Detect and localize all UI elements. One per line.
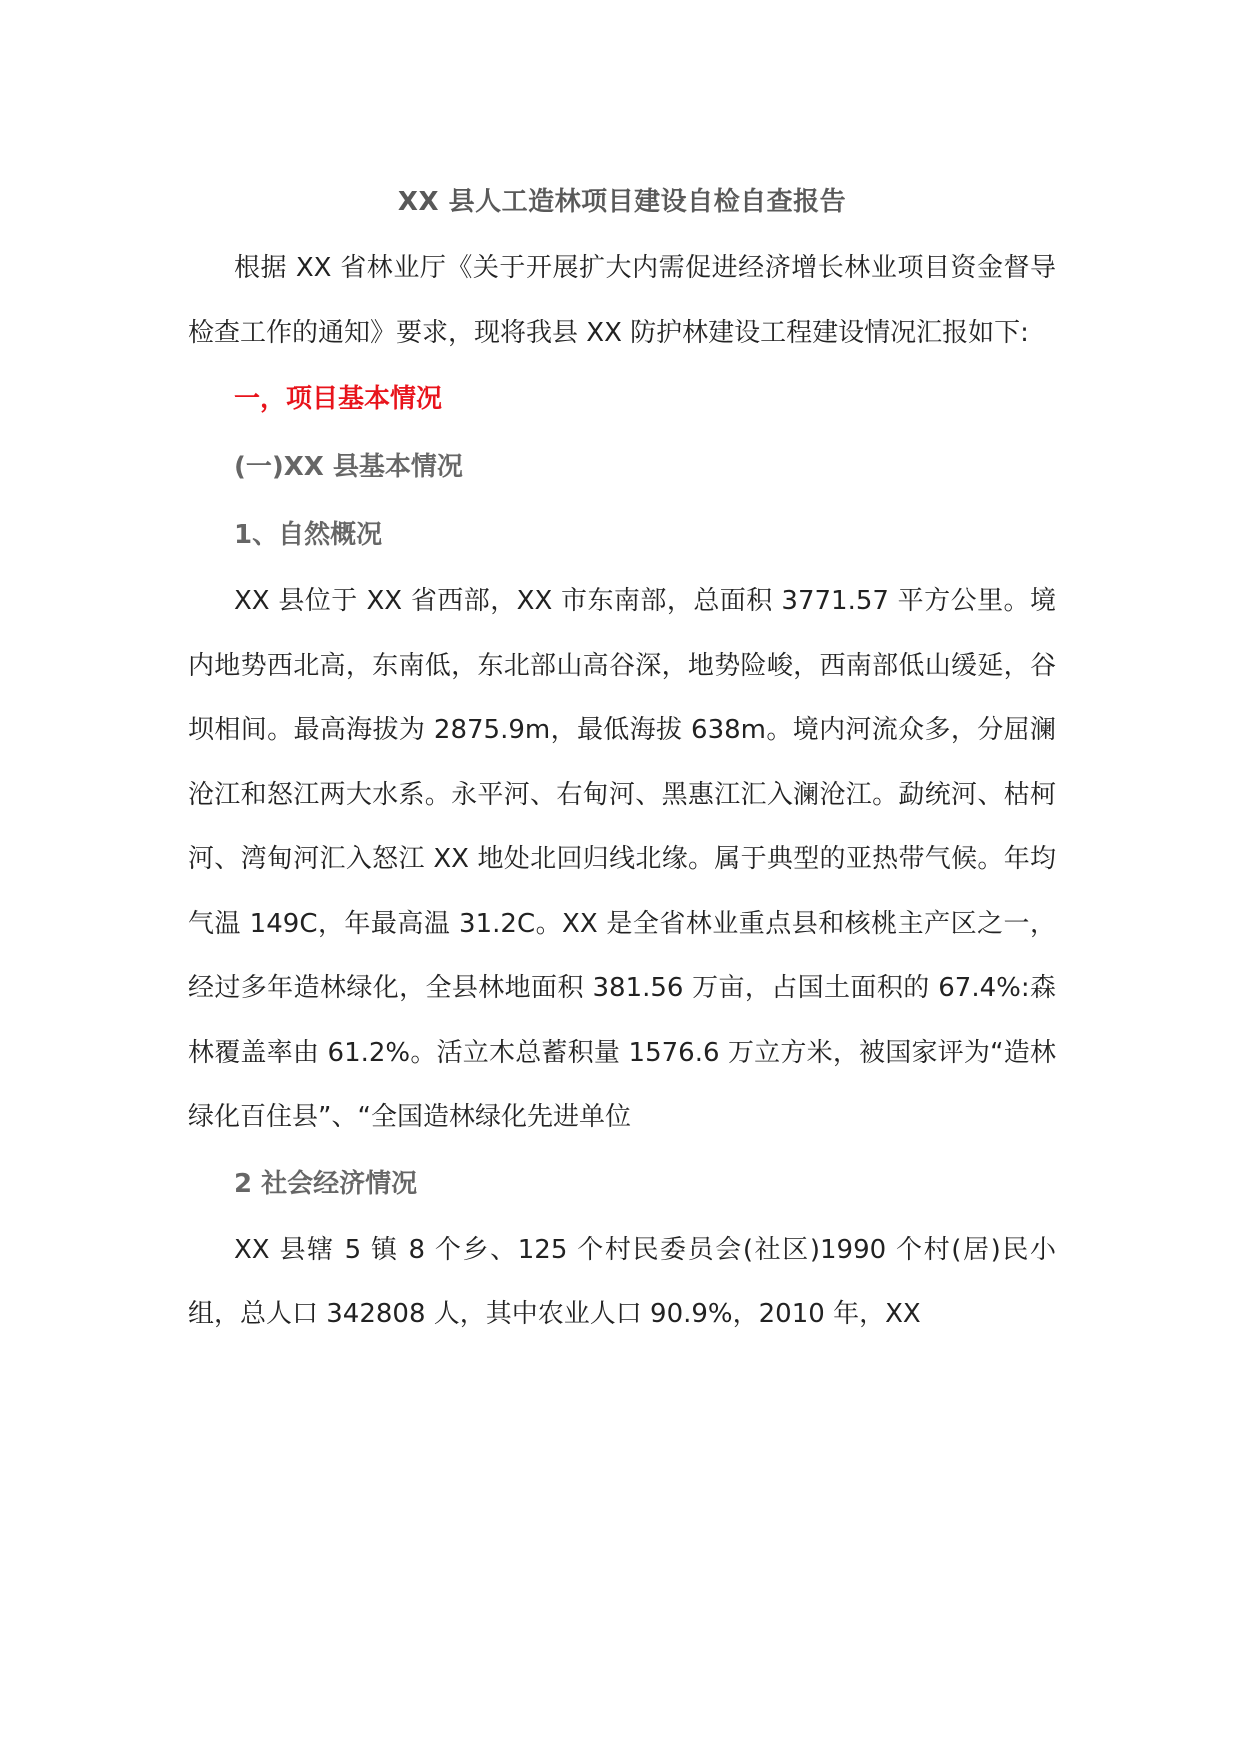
document-title: XX 县人工造林项目建设自检自查报告 <box>397 187 847 217</box>
natural-overview-paragraph: XX 县位于 XX 省西部，XX 市东南部，总面积 3771.57 平方公里。境内地势西北高，东南低，东北部山高谷深，地势险峻，西南部低山缓延，谷坝相间。最高海拔为 2875.9m，最低海拔 638m。境内河流众多，分屈澜沧江和怒江两大水系。永平河、右甸河、黑惠江汇入澜沧江。勐统河、枯柯河、湾甸河汇入怒江 XX 地处北回归线北缘。属于典型的亚热带气候。年均气温 149C，年最高温 31.2C。XX 是全省林业重点县和核桃主产区之一，经过多年造林绿化，全县林地面积 381.56 万亩，占国土面积的 67.4%:森林覆盖率由 61.2%。活立木总蓄积量 1576.6 万立方米，被国家评为“造林绿化百住县”、“全国造林绿化先进单位 <box>188 586 1056 1132</box>
document-content <box>188 172 1056 1347</box>
intro-paragraph: 根据 XX 省林业厅《关于开展扩大内需促进经济增长林业项目资金督导检查工作的通知》要求，现将我县 XX 防护林建设工程建设情况汇报如下: <box>188 253 1056 348</box>
socioeconomic-paragraph: XX 县辖 5 镇 8 个乡、125 个村民委员会(社区)1990 个村(居)民小组，总人口 342808 人，其中农业人口 90.9%，2010 年，XX <box>188 1234 1056 1329</box>
section-heading-project-basics: 一，项目基本情况 <box>234 384 443 414</box>
subsection-heading-county-basics: (一)XX 县基本情况 <box>234 452 463 482</box>
item-heading-natural-overview: 1、自然概况 <box>234 520 383 550</box>
item-heading-socioeconomic: 2 社会经济情况 <box>234 1168 418 1199</box>
